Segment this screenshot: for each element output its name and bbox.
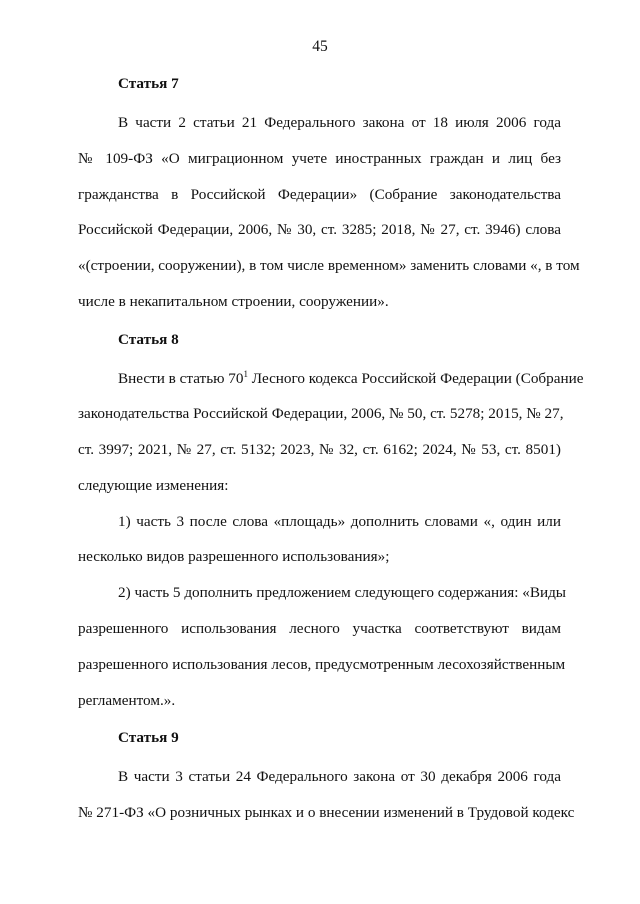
paragraph-line: В части 2 статьи 21 Федерального закона от 18 июля 2006 года: [118, 114, 561, 131]
article-8-heading: Статья 8: [118, 331, 179, 348]
list-item-line: разрешенного использования лесного участка соответствуют видам: [78, 620, 561, 637]
article-7-heading: Статья 7: [118, 75, 179, 92]
paragraph-line: «(строении, сооружении), в том числе временном» заменить словами «, в том: [78, 257, 580, 274]
paragraph-line: № 109-ФЗ «О миграционном учете иностранных граждан и лиц без: [78, 150, 561, 167]
article-9-heading: Статья 9: [118, 729, 179, 746]
list-item-line: несколько видов разрешенного использования»;: [78, 548, 390, 565]
paragraph-line: числе в некапитальном строении, сооружении».: [78, 293, 389, 310]
paragraph-line: Российской Федерации, 2006, № 30, ст. 3285; 2018, № 27, ст. 3946) слова: [78, 221, 561, 238]
list-item-line: разрешенного использования лесов, предусмотренным лесохозяйственным: [78, 656, 566, 673]
paragraph-line: Внести в статью $70^1$ Лесного кодекса Российской Федерации (Собрание: [118, 369, 584, 387]
paragraph-line: В части 3 статьи 24 Федерального закона от 30 декабря 2006 года: [118, 768, 561, 785]
paragraph-line: законодательства Российской Федерации, 2006, № 50, ст. 5278; 2015, № 27,: [78, 405, 564, 422]
paragraph-line: № 271-ФЗ «О розничных рынках и о внесении изменений в Трудовой кодекс: [78, 804, 575, 821]
list-item-line: 1) часть 3 после слова «площадь» дополнить словами «, один или: [118, 513, 561, 530]
superscript: 1: [243, 369, 248, 379]
page-number: 45: [312, 38, 328, 55]
paragraph-line: гражданства в Российской Федерации» (Собрание законодательства: [78, 186, 561, 203]
list-item-line: 2) часть 5 дополнить предложением следующего содержания: «Виды: [118, 584, 567, 601]
paragraph-line: следующие изменения:: [78, 477, 229, 494]
list-item-line: регламентом.».: [78, 692, 176, 709]
paragraph-line: ст. 3997; 2021, № 27, ст. 5132; 2023, № 32, ст. 6162; 2024, № 53, ст. 8501): [78, 441, 561, 458]
